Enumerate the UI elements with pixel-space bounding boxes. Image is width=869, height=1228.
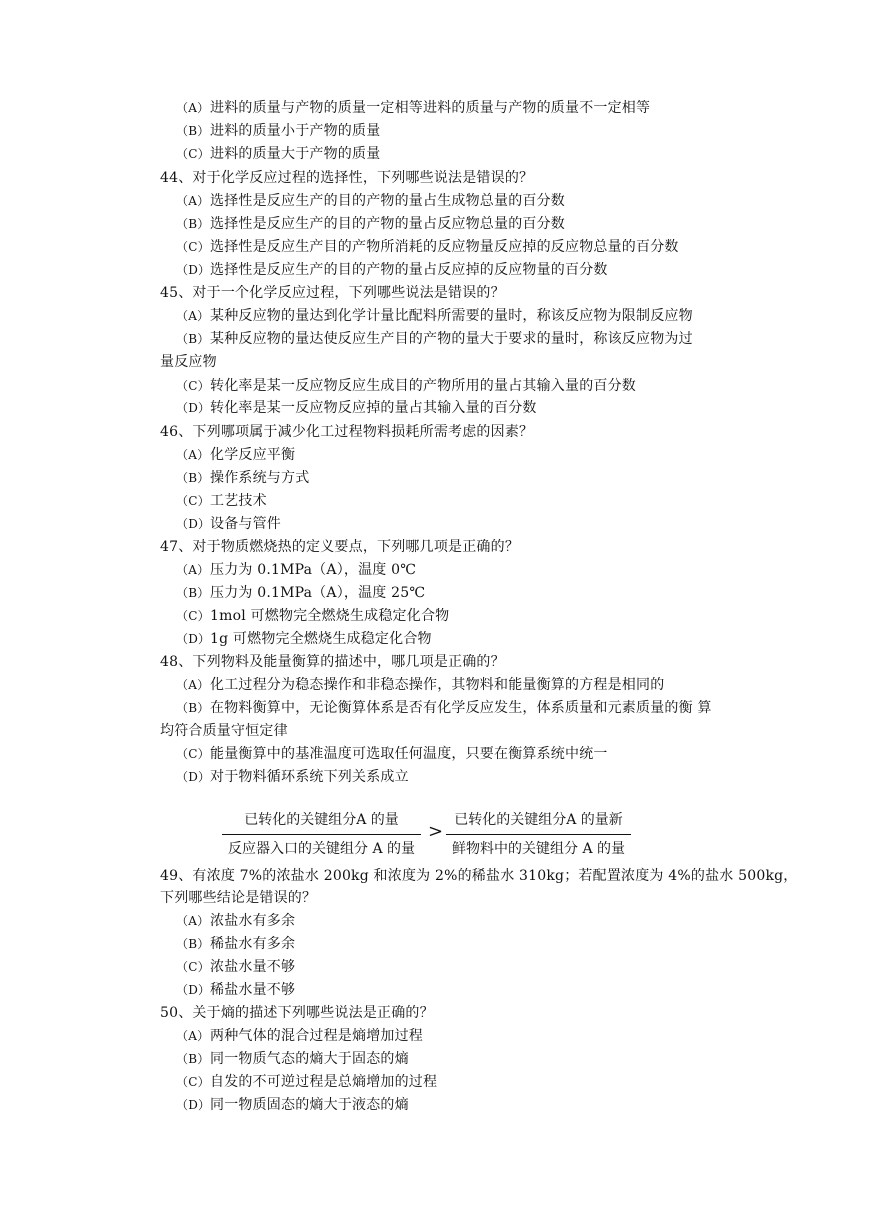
q44-stem: 44、对于化学反应过程的选择性，下列哪些说法是错误的？ (160, 170, 534, 186)
formula-greater-than: > (428, 821, 444, 842)
q49-option-d: （D）稀盐水量不够 (176, 982, 296, 998)
formula-left-fraction (222, 810, 421, 859)
formula-right-fraction (446, 810, 631, 859)
q43-option-b: （B）进料的质量小于产物的质量 (176, 123, 381, 139)
formula-right-numerator: 已转化的关键组分A 的量新 (454, 812, 623, 828)
q50-option-b: （B）同一物质气态的熵大于固态的熵 (176, 1051, 409, 1067)
q47-stem: 47、对于物质燃烧热的定义要点，下列哪几项是正确的？ (160, 539, 520, 555)
q48-option-b: （B）在物料衡算中，无论衡算体系是否有化学反应发生，体系质量和元素质量的衡 算 (176, 700, 712, 716)
q48-stem: 48、下列物料及能量衡算的描述中，哪几项是正确的？ (160, 654, 505, 670)
q49-stem-continuation: 下列哪些结论是错误的？ (160, 890, 317, 906)
q49-option-b: （B）稀盐水有多余 (176, 936, 296, 952)
q49-option-a: （A）浓盐水有多余 (176, 913, 296, 929)
q47-option-c: （C）1mol 可燃物完全燃烧生成稳定化合物 (176, 608, 450, 624)
q43-option-c: （C）进料的质量大于产物的质量 (176, 146, 381, 162)
q50-option-a: （A）两种气体的混合过程是熵增加过程 (176, 1028, 423, 1044)
q47-option-d: （D）1g 可燃物完全燃烧生成稳定化合物 (176, 631, 432, 647)
q50-option-c: （C）自发的不可逆过程是总熵增加的过程 (176, 1074, 438, 1090)
q46-option-d: （D）设备与管件 (176, 516, 281, 532)
q44-option-d: （D）选择性是反应生产的目的产物的量占反应掉的反应物量的百分数 (176, 262, 608, 278)
q49-option-c: （C）浓盐水量不够 (176, 959, 296, 975)
q50-option-d: （D）同一物质固态的熵大于液态的熵 (176, 1097, 409, 1113)
q45-option-d: （D）转化率是某一反应物反应掉的量占其输入量的百分数 (176, 400, 537, 416)
q48-option-c: （C）能量衡算中的基准温度可选取任何温度，只要在衡算系统中统一 (176, 746, 608, 762)
q45-option-b: （B）某种反应物的量达使反应生产目的产物的量大于要求的量时，称该反应物为过 (176, 331, 693, 347)
q45-option-b-continuation: 量反应物 (160, 354, 217, 370)
q46-option-c: （C）工艺技术 (176, 493, 267, 509)
formula-right-denominator: 鲜物料中的关键组分 A 的量 (452, 841, 626, 857)
q44-option-b: （B）选择性是反应生产的目的产物的量占反应物总量的百分数 (176, 216, 565, 232)
q47-option-a: （A）压力为 0.1MPa（A），温度 0℃ (176, 562, 417, 578)
q45-option-c: （C）转化率是某一反应物反应生成目的产物所用的量占其输入量的百分数 (176, 378, 636, 394)
q46-option-b: （B）操作系统与方式 (176, 470, 310, 486)
q45-stem: 45、对于一个化学反应过程，下列哪些说法是错误的？ (160, 285, 505, 301)
q49-stem: 49、有浓度 7%的浓盐水 200kg 和浓度为 2%的稀盐水 310kg；若配置浓度为 4%的盐水 500kg， (160, 868, 798, 884)
q45-option-a: （A）某种反应物的量达到化学计量比配料所需要的量时，称该反应物为限制反应物 (176, 308, 693, 324)
q48-option-b-continuation: 均符合质量守恒定律 (160, 723, 288, 739)
q43-option-a: （A）进料的质量与产物的质量一定相等进料的质量与产物的质量不一定相等 (176, 100, 651, 116)
formula-left-denominator: 反应器入口的关键组分 A 的量 (228, 841, 416, 857)
q50-stem: 50、关于熵的描述下列哪些说法是正确的？ (160, 1005, 434, 1021)
q47-option-b: （B）压力为 0.1MPa（A），温度 25℃ (176, 585, 426, 601)
q48-option-a: （A）化工过程分为稳态操作和非稳态操作，其物料和能量衡算的方程是相同的 (176, 677, 665, 693)
q46-option-a: （A）化学反应平衡 (176, 447, 296, 463)
formula-left-numerator: 已转化的关键组分A 的量 (244, 812, 399, 828)
q48-option-d: （D）对于物料循环系统下列关系成立 (176, 769, 409, 785)
q46-stem: 46、下列哪项属于减少化工过程物料损耗所需考虑的因素？ (160, 424, 534, 440)
q44-option-a: （A）选择性是反应生产的目的产物的量占生成物总量的百分数 (176, 193, 565, 209)
q44-option-c: （C）选择性是反应生产目的产物所消耗的反应物量反应掉的反应物总量的百分数 (176, 239, 679, 255)
